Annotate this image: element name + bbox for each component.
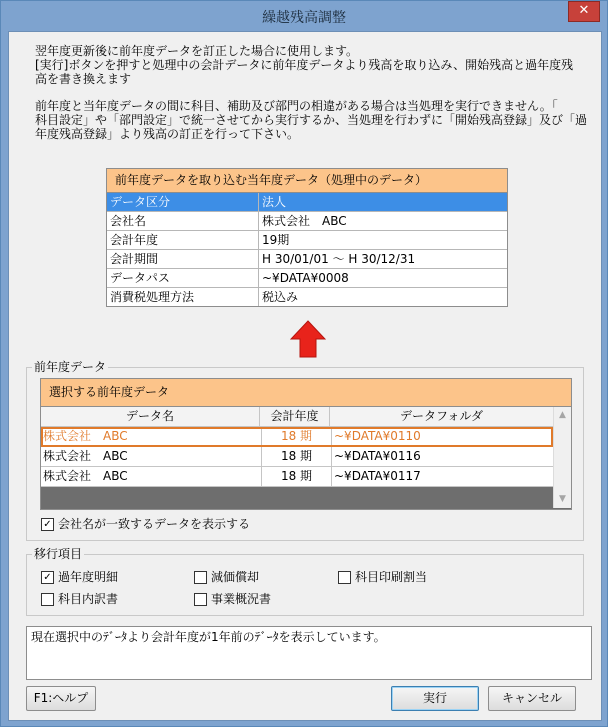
prev-data-group-label: 前年度データ xyxy=(34,360,107,374)
prev-data-header: 選択する前年度データ xyxy=(41,379,571,407)
checkbox-label: 科目内訳書 xyxy=(58,592,119,606)
scroll-up-icon[interactable]: ▲ xyxy=(559,410,566,420)
instruction-line: 高を書き換えます xyxy=(35,72,132,86)
row-key: 消費税処理方法 xyxy=(107,288,259,306)
cell-folder: ~¥DATA¥0110 xyxy=(334,429,421,443)
column-header-year[interactable]: 会計年度 xyxy=(260,407,330,426)
up-arrow-icon xyxy=(290,320,326,358)
dialog-body xyxy=(8,31,602,721)
checkbox-business-overview[interactable] xyxy=(194,591,271,607)
cell-name: 株式会社 ABC xyxy=(41,447,262,466)
cell-folder: ~¥DATA¥0117 xyxy=(334,469,421,483)
row-value: H 30/01/01 〜 H 30/12/31 xyxy=(262,252,416,266)
cell-year: 18 期 xyxy=(262,427,332,446)
current-data-row[interactable] xyxy=(107,269,507,288)
instructions xyxy=(35,44,595,154)
checkbox-label: 過年度明細 xyxy=(58,570,119,584)
instruction-paragraph-2 xyxy=(35,99,595,141)
checkbox-box[interactable] xyxy=(194,571,207,584)
current-data-header: 前年度データを取り込む当年度データ（処理中のデータ） xyxy=(107,169,507,193)
column-header-name[interactable]: データ名 xyxy=(41,407,260,426)
instruction-paragraph-1 xyxy=(35,44,595,86)
close-button[interactable]: ✕ xyxy=(568,1,600,22)
checkbox-label: 減価償却 xyxy=(211,570,260,584)
window-title: 繰越残高調整 xyxy=(262,10,346,26)
cell-folder: ~¥DATA¥0116 xyxy=(334,449,421,463)
row-key: データ区分 xyxy=(107,193,259,211)
checkbox-label: 科目印刷割当 xyxy=(355,570,428,584)
run-button[interactable]: 実行 xyxy=(391,686,479,711)
table-row[interactable] xyxy=(41,427,553,447)
title-bar[interactable] xyxy=(1,1,607,31)
prev-data-group xyxy=(26,360,584,541)
current-data-row[interactable] xyxy=(107,193,507,212)
row-value: ~¥DATA¥0008 xyxy=(262,271,349,285)
checkbox-label: 事業概況書 xyxy=(211,592,272,606)
current-data-row[interactable] xyxy=(107,288,507,306)
checkbox-box[interactable] xyxy=(338,571,351,584)
row-value: 税込み xyxy=(262,290,299,304)
instruction-line: 前年度と当年度データの間に科目、補助及び部門の相違がある場合は当処理を実行できません。「 xyxy=(35,99,558,113)
current-data-row[interactable] xyxy=(107,231,507,250)
table-row[interactable] xyxy=(41,467,553,487)
row-key: データパス xyxy=(107,269,259,287)
transfer-items-label: 移行項目 xyxy=(34,547,83,561)
company-match-checkbox[interactable] xyxy=(41,516,250,532)
checkbox-past-year-detail[interactable] xyxy=(41,569,118,585)
scroll-down-icon[interactable]: ▼ xyxy=(559,494,566,504)
cell-name: 株式会社 ABC xyxy=(41,467,262,486)
grid-header-row xyxy=(41,407,553,427)
checkbox-label: 会社名が一致するデータを表示する xyxy=(58,517,251,531)
current-data-table xyxy=(106,168,508,307)
instruction-line: [実行]ボタンを押すと処理中の会計データに前年度データより残高を取り込み、開始残高と過年度残 xyxy=(35,58,574,72)
instruction-line: 年度残高登録」より残高の訂正を行って下さい。 xyxy=(35,127,300,141)
column-header-folder[interactable]: データフォルダ xyxy=(400,409,483,423)
checkbox-account-breakdown[interactable] xyxy=(41,591,118,607)
status-message: 現在選択中のﾃﾞｰﾀより会計年度が1年前のﾃﾞｰﾀを表示しています。 xyxy=(26,626,592,680)
row-key: 会計期間 xyxy=(107,250,259,268)
cancel-button[interactable]: キャンセル xyxy=(488,686,576,711)
cell-year: 18 期 xyxy=(262,467,332,486)
checkbox-box[interactable]: ✓ xyxy=(41,518,54,531)
row-key: 会社名 xyxy=(107,212,259,230)
instruction-line: 翌年度更新後に前年度データを訂正した場合に使用します。 xyxy=(35,44,359,58)
row-value: 19期 xyxy=(262,233,290,247)
checkbox-box[interactable] xyxy=(41,593,54,606)
current-data-row[interactable] xyxy=(107,212,507,231)
cell-year: 18 期 xyxy=(262,447,332,466)
row-key: 会計年度 xyxy=(107,231,259,249)
checkbox-box[interactable] xyxy=(194,593,207,606)
checkbox-depreciation[interactable] xyxy=(194,569,259,585)
table-row[interactable] xyxy=(41,447,553,467)
prev-data-panel xyxy=(40,378,572,510)
checkbox-box[interactable]: ✓ xyxy=(41,571,54,584)
prev-data-grid xyxy=(41,407,553,487)
row-value: 株式会社 ABC xyxy=(262,214,347,228)
grid-scrollbar[interactable] xyxy=(553,407,571,508)
help-button[interactable]: F1:ヘルプ xyxy=(26,686,96,711)
instruction-line: 科目設定」や「部門設定」で統一させてから実行するか、当処理を行わずに「開始残高登録」及び「過 xyxy=(35,113,588,127)
row-value: 法人 xyxy=(262,195,287,209)
current-data-row[interactable] xyxy=(107,250,507,269)
transfer-items-group xyxy=(26,547,584,616)
checkbox-account-print-assign[interactable] xyxy=(338,569,427,585)
cell-name: 株式会社 ABC xyxy=(41,427,262,446)
